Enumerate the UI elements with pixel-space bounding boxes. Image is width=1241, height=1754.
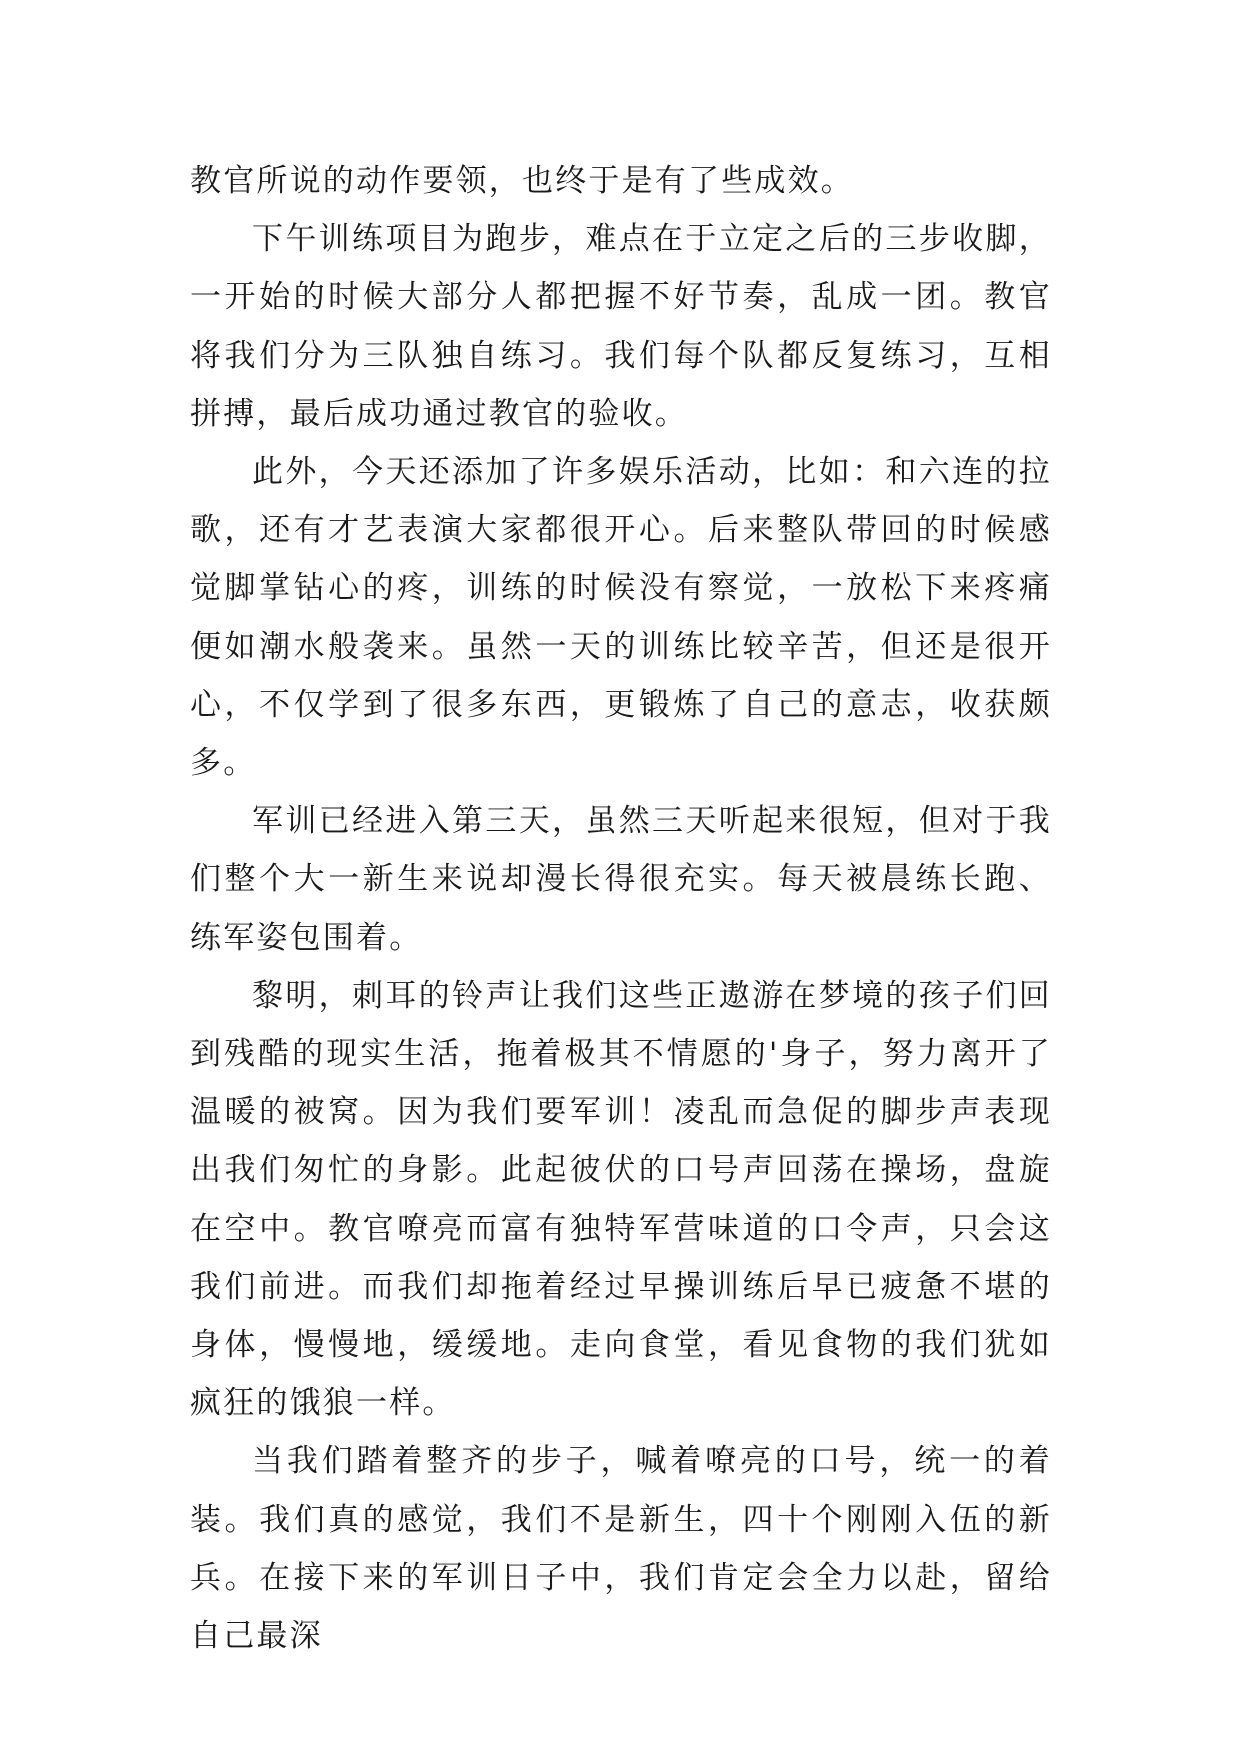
paragraph-dawn: 黎明，刺耳的铃声让我们这些正遨游在梦境的孩子们回到残酷的现实生活，拖着极其不情愿的'身子，努力离开了温暖的被窝。因为我们要军训！凌乱而急促的脚步声表现出我们匆忙的身影。此起彼伏的口号声回荡在操场，盘旋在空中。教官嘹亮而富有独特军营味道的口令声，只会这我们前进。而我们却拖着经过早操训练后早已疲惫不堪的身体，慢慢地，缓缓地。走向食堂，看见食物的我们犹如疯狂的饿狼一样。 <box>190 977 1052 1422</box>
document-body <box>190 152 1052 1665</box>
paragraph-marching: 当我们踏着整齐的步子，喊着嘹亮的口号，统一的着装。我们真的感觉，我们不是新生，四十个刚刚入伍的新兵。在接下来的军训日子中，我们肯定会全力以赴，留给自己最深 <box>190 1443 1052 1655</box>
paragraph-continued: 教官所说的动作要领，也终于是有了些成效。 <box>190 163 854 199</box>
paragraph-running-training: 下午训练项目为跑步，难点在于立定之后的三步收脚，一开始的时候大部分人都把握不好节奏，乱成一团。教官将我们分为三队独自练习。我们每个队都反复练习，互相拼搏，最后成功通过教官的验收。 <box>190 221 1052 432</box>
paragraph-entertainment: 此外，今天还添加了许多娱乐活动，比如：和六连的拉歌，还有才艺表演大家都很开心。后来整队带回的时候感觉脚掌钻心的疼，训练的时候没有察觉，一放松下来疼痛便如潮水般袭来。虽然一天的训练比较辛苦，但还是很开心，不仅学到了很多东西，更锻炼了自己的意志，收获颇多。 <box>190 454 1052 782</box>
paragraph-third-day: 军训已经进入第三天，虽然三天听起来很短，但对于我们整个大一新生来说却漫长得很充实。每天被晨练长跑、练军姿包围着。 <box>190 803 1052 956</box>
